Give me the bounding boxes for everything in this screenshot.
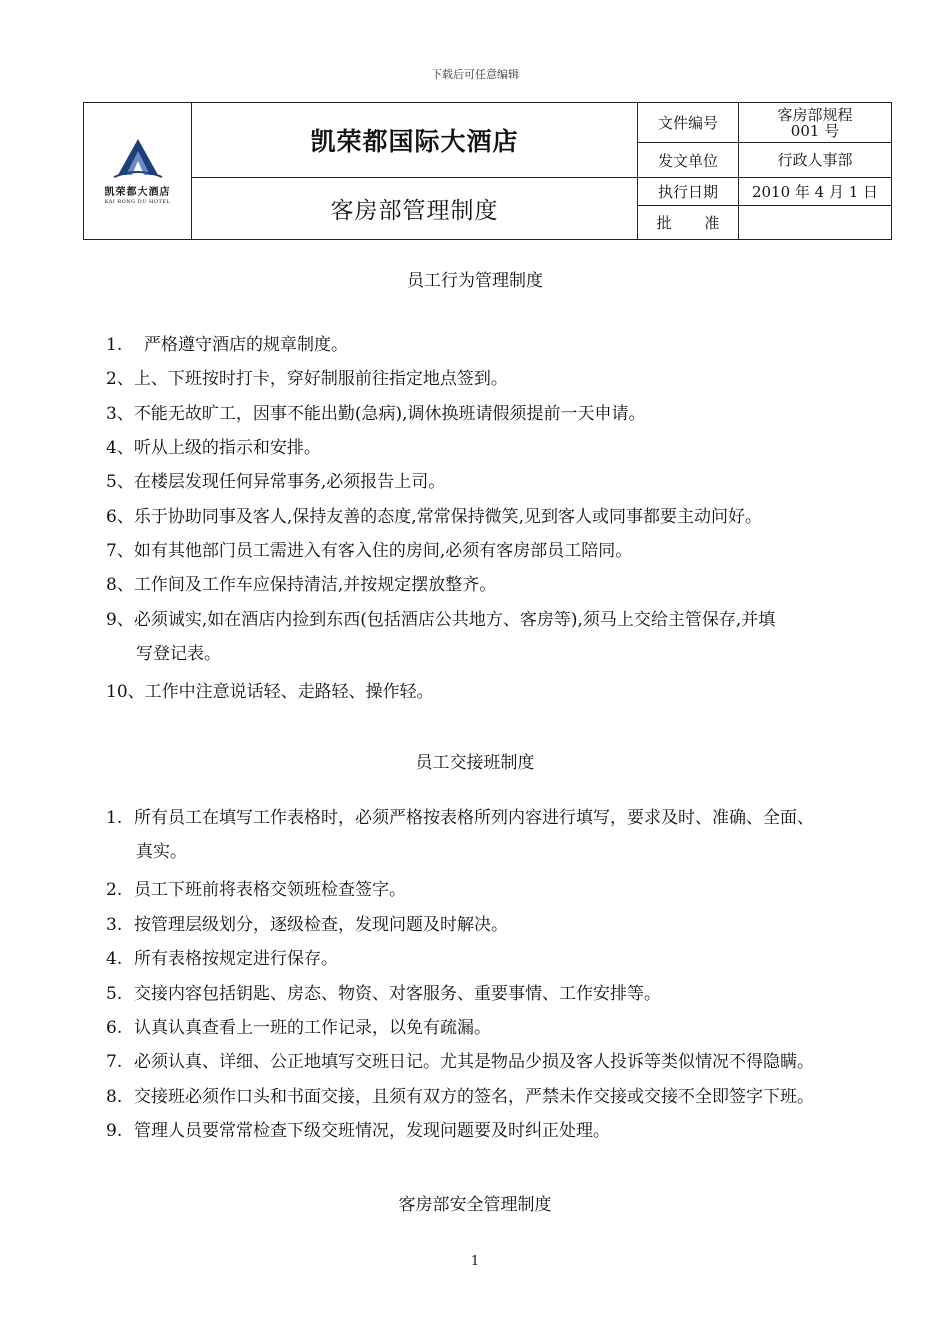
- item-text: 交接内容包括钥匙、房态、物资、对客服务、重要事情、工作安排等。: [134, 984, 661, 1004]
- item-text: 交接班必须作口头和书面交接，且须有双方的签名，严禁未作交接或交接不全即签字下班。: [134, 1087, 814, 1107]
- hotel-logo: [84, 137, 191, 205]
- item-number: 3、: [106, 404, 134, 424]
- item-text: 管理人员要常常检查下级交班情况，发现问题要及时纠正处理。: [134, 1121, 610, 1141]
- list-item: [106, 942, 896, 976]
- logo-cell: [84, 103, 192, 240]
- list-item: [106, 908, 896, 942]
- item-text: 上、下班按时打卡，穿好制服前往指定地点签到。: [133, 369, 508, 389]
- item-text: 不能无故旷工，因事不能出勤(急病),调休换班请假须提前一天申请。: [133, 404, 646, 424]
- list-item: [106, 977, 896, 1011]
- list-item: [106, 465, 896, 499]
- item-number: 4、: [106, 438, 134, 458]
- logo-chinese-name: 凯荣都大酒店: [104, 187, 171, 198]
- issuer-value: 行政人事部: [739, 143, 892, 178]
- item-text: 按管理层级划分，逐级检查，发现问题及时解决。: [134, 915, 508, 935]
- doc-number-line1: 客房部规程: [777, 105, 853, 124]
- approval-value: [739, 206, 892, 240]
- list-item: [106, 1080, 896, 1114]
- item-text: 必须诚实,如在酒店内捡到东西(包括酒店公共地方、客房等),须马上交给主管保存,并填: [133, 610, 776, 630]
- item-text: 严格遵守酒店的规章制度。: [144, 335, 348, 355]
- item-number: 9.: [106, 1121, 123, 1141]
- item-text-continuation: 真实。: [136, 842, 187, 862]
- item-text: 在楼层发现任何异常事务,必须报告上司。: [133, 472, 446, 492]
- item-number: 6.: [106, 1018, 123, 1038]
- item-number: 8、: [106, 575, 134, 595]
- list-item: [106, 534, 896, 568]
- doc-number-value: [739, 103, 892, 143]
- item-text: 乐于协助同事及客人,保持友善的态度,常常保持微笑,见到客人或同事都要主动问好。: [133, 507, 763, 527]
- logo-english-name: KAI RONG DU HOTEL: [104, 199, 171, 205]
- item-text: 员工下班前将表格交领班检查签字。: [134, 880, 406, 900]
- list-item: [106, 500, 896, 534]
- list-item: [106, 328, 896, 362]
- list-item: [106, 801, 896, 862]
- item-text: 所有表格按规定进行保存。: [134, 949, 338, 969]
- item-number: 9、: [106, 610, 134, 630]
- list-item: [106, 603, 896, 664]
- item-number: 5.: [106, 984, 123, 1004]
- list-item: [106, 362, 896, 396]
- item-number: 7.: [106, 1052, 123, 1072]
- item-number: 7、: [106, 541, 134, 561]
- item-number: 8.: [106, 1087, 123, 1107]
- hotel-name: 凯荣都国际大酒店: [192, 103, 638, 178]
- item-text: 如有其他部门员工需进入有客入住的房间,必须有客房部员工陪同。: [133, 541, 633, 561]
- item-text: 工作间及工作车应保持清洁,并按规定摆放整齐。: [133, 575, 497, 595]
- item-number: 2、: [106, 369, 134, 389]
- item-number: 3.: [106, 915, 123, 935]
- item-number: 5、: [106, 472, 134, 492]
- doc-number-line2: 001 号: [790, 121, 840, 140]
- hotel-logo-icon: [110, 137, 166, 181]
- document-header-table: [83, 102, 892, 240]
- top-note: 下载后可任意编辑: [431, 68, 519, 81]
- item-number: 4.: [106, 949, 123, 969]
- section-title-handover: 员工交接班制度: [415, 753, 535, 773]
- list-item: [106, 873, 896, 907]
- item-text: 工作中注意说话轻、走路轻、操作轻。: [144, 682, 434, 702]
- section-title-conduct: 员工行为管理制度: [407, 271, 543, 291]
- effective-date-label: 执行日期: [638, 178, 739, 206]
- list-item: [106, 1114, 896, 1148]
- item-text: 所有员工在填写工作表格时，必须严格按表格所列内容进行填写，要求及时、准确、全面、: [134, 808, 814, 828]
- list-item: [106, 1011, 896, 1045]
- list-item: [106, 1045, 896, 1079]
- document-title: 客房部管理制度: [192, 178, 638, 240]
- item-text: 听从上级的指示和安排。: [133, 438, 321, 458]
- page-number: 1: [470, 1254, 480, 1269]
- list-item: [106, 397, 896, 431]
- effective-date-value: 2010 年 4 月 1 日: [739, 178, 892, 206]
- item-number: 1.: [106, 335, 123, 355]
- issuer-label: 发文单位: [638, 143, 739, 178]
- item-text: 必须认真、详细、公正地填写交班日记。尤其是物品少损及客人投诉等类似情况不得隐瞒。: [134, 1052, 814, 1072]
- item-number: 6、: [106, 507, 134, 527]
- item-number: 1.: [106, 808, 123, 828]
- item-number: 10、: [106, 682, 145, 702]
- list-item: [106, 568, 896, 602]
- item-text-continuation: 写登记表。: [136, 644, 221, 664]
- section-title-safety: 客房部安全管理制度: [398, 1195, 552, 1215]
- item-number: 2.: [106, 880, 123, 900]
- list-item: [106, 431, 896, 465]
- list-item: [106, 675, 896, 709]
- approval-label: 批 准: [638, 206, 739, 240]
- item-text: 认真认真查看上一班的工作记录，以免有疏漏。: [134, 1018, 491, 1038]
- doc-number-label: 文件编号: [638, 103, 739, 143]
